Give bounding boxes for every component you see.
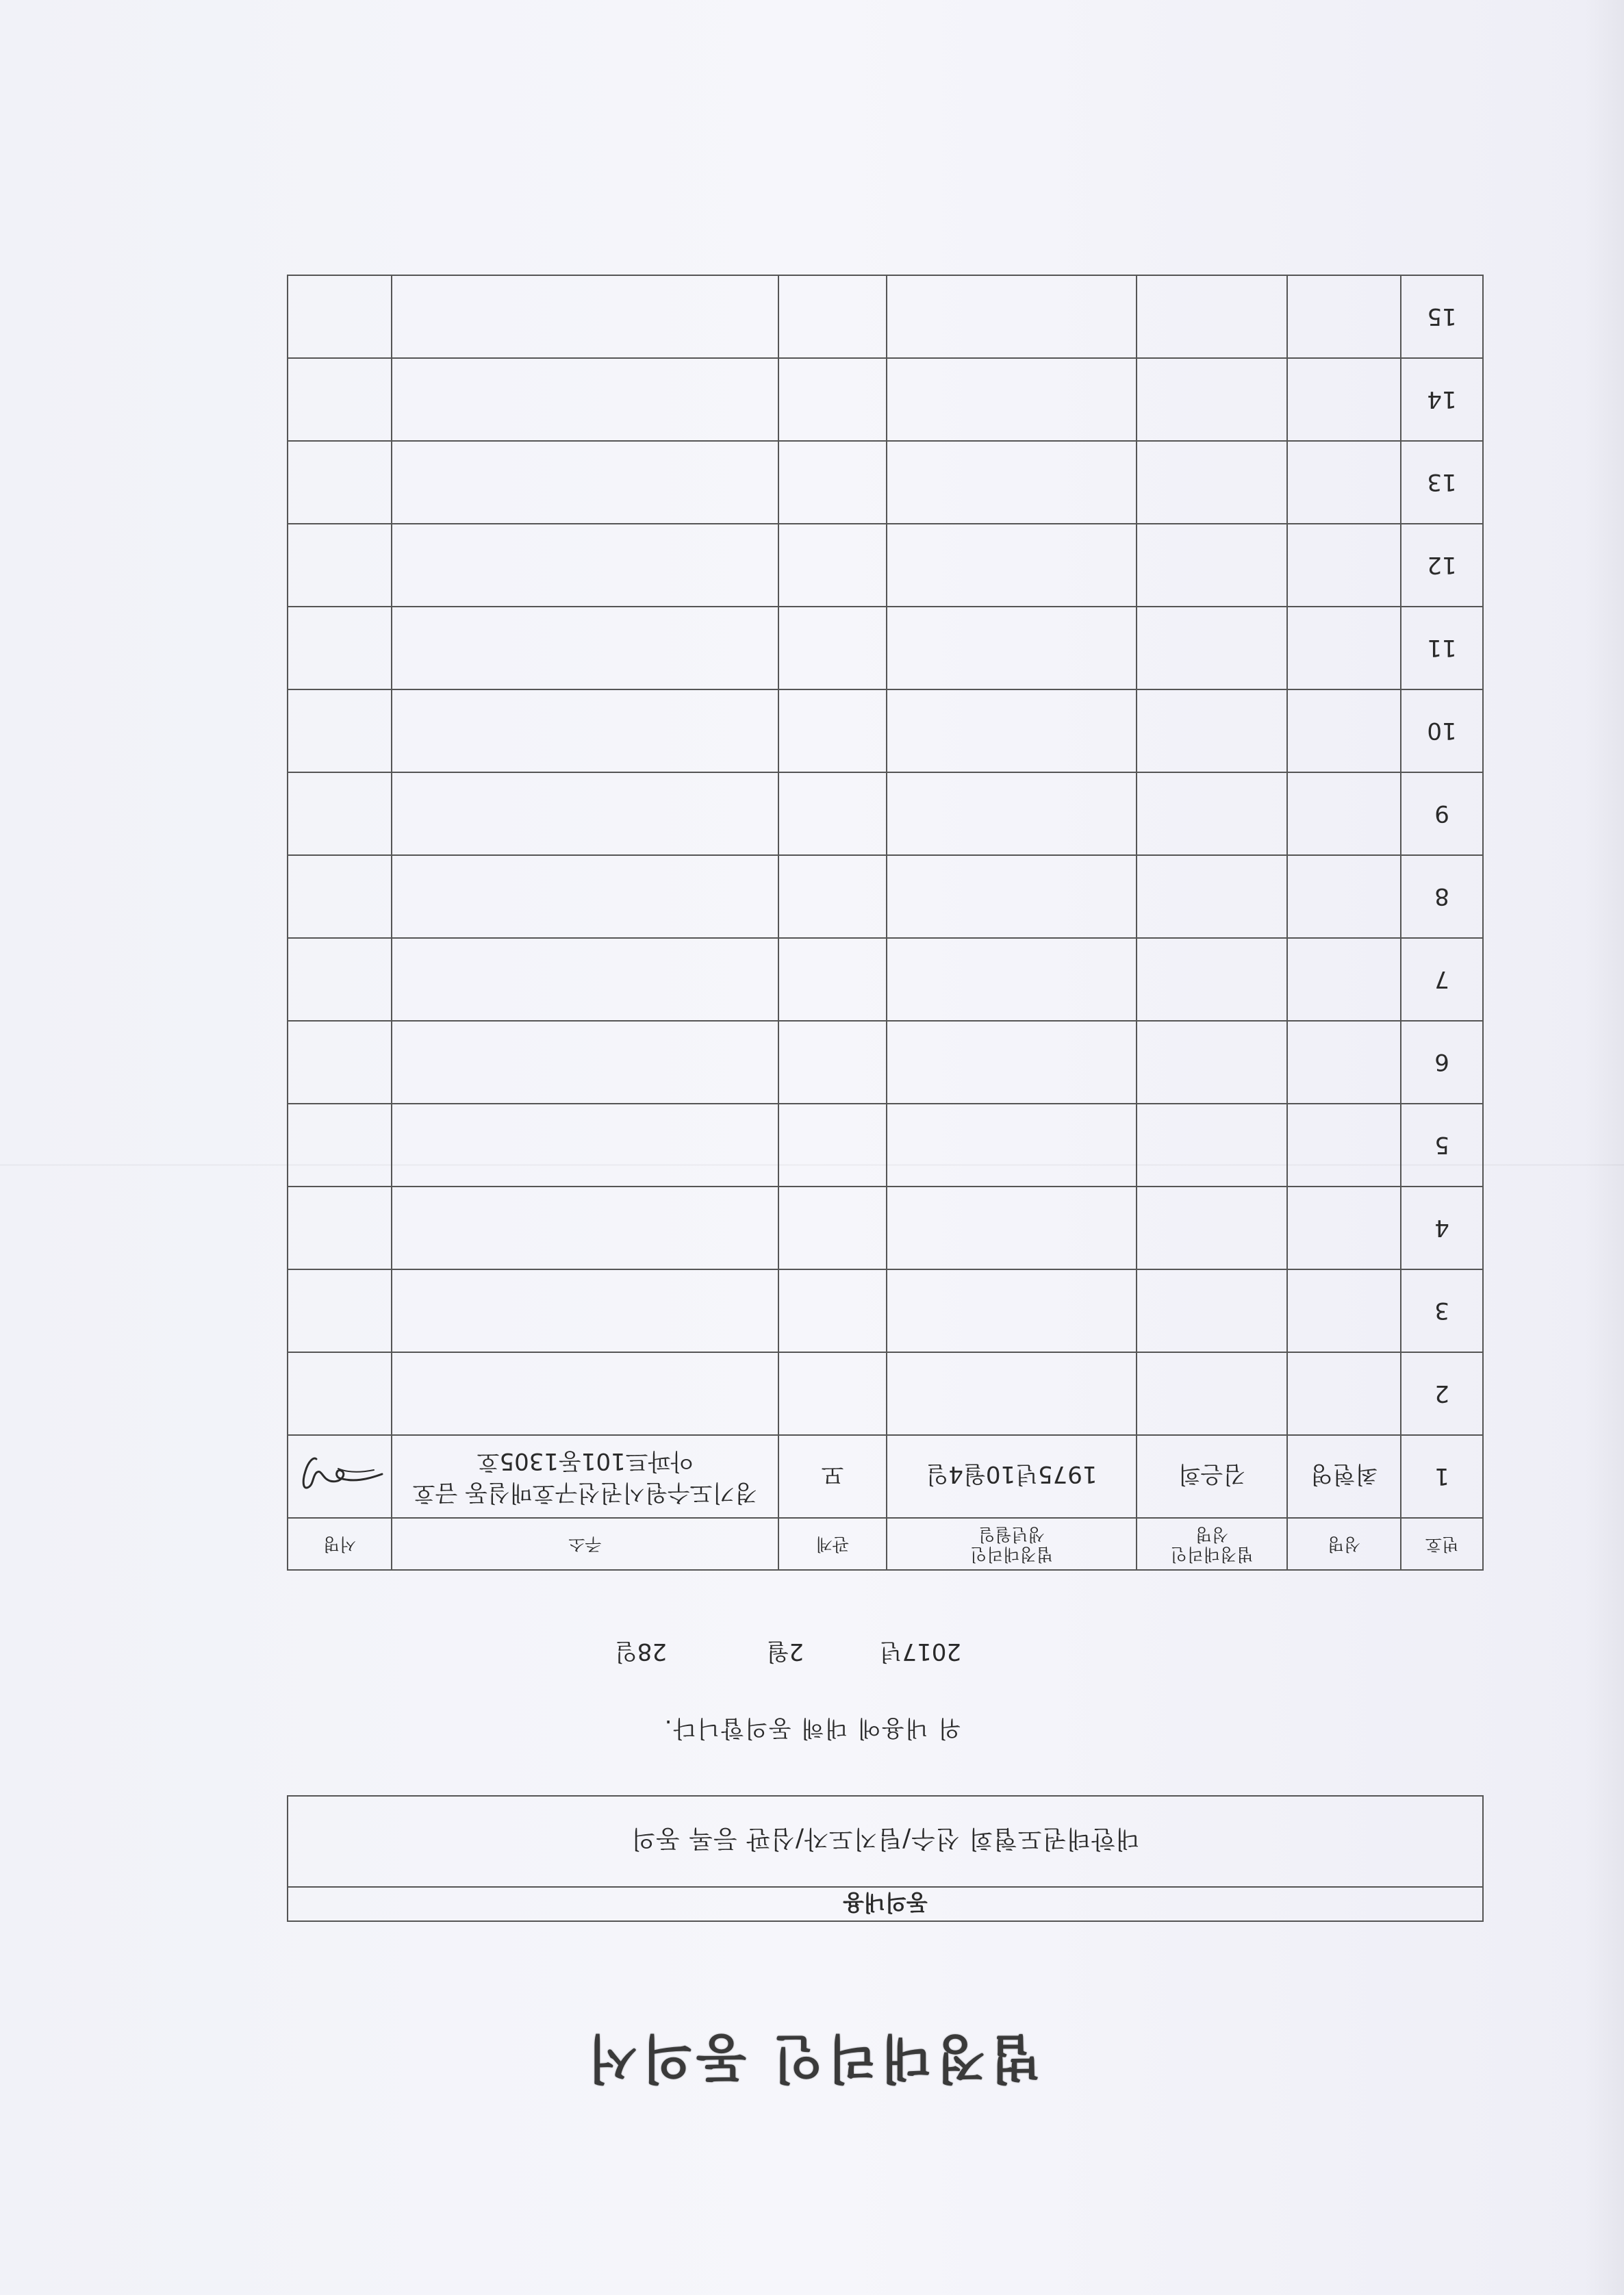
cell-guardian-name: 김은희	[1137, 1435, 1287, 1518]
cell-relation	[778, 1269, 887, 1352]
cell-relation	[778, 689, 887, 772]
guardian-table	[287, 275, 1484, 1571]
cell-guardian-birth	[887, 855, 1137, 938]
cell-signature	[288, 607, 392, 689]
table-row	[288, 1187, 1483, 1269]
cell-name	[1287, 358, 1401, 441]
cell-guardian-birth	[887, 441, 1137, 524]
cell-guardian-name	[1137, 772, 1287, 855]
cell-number: 5	[1401, 1104, 1483, 1187]
cell-relation	[778, 358, 887, 441]
cell-guardian-birth	[887, 772, 1137, 855]
cell-name	[1287, 524, 1401, 607]
table-header-row	[288, 1518, 1483, 1570]
table-row	[288, 1269, 1483, 1352]
table-row	[288, 1021, 1483, 1104]
cell-number: 13	[1401, 441, 1483, 524]
cell-signature	[288, 358, 392, 441]
cell-name	[1287, 855, 1401, 938]
cell-relation	[778, 524, 887, 607]
cell-number: 8	[1401, 855, 1483, 938]
table-row	[288, 275, 1483, 358]
cell-guardian-name	[1137, 275, 1287, 358]
cell-number: 6	[1401, 1021, 1483, 1104]
cell-guardian-birth	[887, 524, 1137, 607]
date-month: 2월	[766, 1638, 804, 1665]
cell-guardian-name	[1137, 358, 1287, 441]
cell-signature	[288, 772, 392, 855]
cell-address	[392, 607, 778, 689]
cell-address	[392, 855, 778, 938]
cell-name	[1287, 1104, 1401, 1187]
cell-name	[1287, 1352, 1401, 1435]
table-row	[288, 358, 1483, 441]
cell-guardian-name	[1137, 938, 1287, 1021]
cell-number: 11	[1401, 607, 1483, 689]
cell-guardian-name	[1137, 607, 1287, 689]
header-signature: 서명	[288, 1518, 392, 1570]
header-name: 성명	[1287, 1518, 1401, 1570]
cell-guardian-birth	[887, 1187, 1137, 1269]
cell-name	[1287, 441, 1401, 524]
header-guardian-birth-bottom: 생년월일	[978, 1525, 1045, 1545]
cell-address	[392, 1352, 778, 1435]
cell-address	[392, 1104, 778, 1187]
cell-name	[1287, 607, 1401, 689]
cell-number: 14	[1401, 358, 1483, 441]
cell-signature	[288, 689, 392, 772]
cell-signature	[288, 1435, 392, 1518]
cell-guardian-name	[1137, 441, 1287, 524]
cell-address	[392, 441, 778, 524]
cell-address	[392, 524, 778, 607]
consent-text: 대한태권도협회 선수/팀지도자/심판 등록 동의	[631, 1825, 1140, 1853]
address-line-1: 경기도수원시권선구호매실동 금호	[412, 1479, 758, 1507]
cell-relation	[778, 1352, 887, 1435]
header-guardian-name	[1137, 1518, 1287, 1570]
date-year: 2017년	[879, 1638, 961, 1665]
table-row	[288, 855, 1483, 938]
cell-address	[392, 358, 778, 441]
cell-number: 12	[1401, 524, 1483, 607]
cell-address	[392, 275, 778, 358]
cell-name	[1287, 772, 1401, 855]
header-number: 번호	[1401, 1518, 1483, 1570]
table-row	[288, 607, 1483, 689]
cell-guardian-birth	[887, 938, 1137, 1021]
cell-guardian-birth	[887, 607, 1137, 689]
cell-guardian-name	[1137, 1021, 1287, 1104]
consent-content-box	[287, 1795, 1484, 1922]
cell-name	[1287, 1187, 1401, 1269]
cell-signature	[288, 1269, 392, 1352]
cell-number: 1	[1401, 1435, 1483, 1518]
cell-guardian-birth: 1975년10월4일	[887, 1435, 1137, 1518]
cell-relation	[778, 607, 887, 689]
cell-guardian-birth	[887, 358, 1137, 441]
cell-relation	[778, 441, 887, 524]
cell-guardian-name	[1137, 689, 1287, 772]
table-row	[288, 1104, 1483, 1187]
cell-name	[1287, 689, 1401, 772]
date-day: 28일	[614, 1638, 667, 1665]
consent-header: 동의내용	[288, 1886, 1482, 1920]
cell-name	[1287, 1269, 1401, 1352]
cell-address	[392, 772, 778, 855]
cell-signature	[288, 1352, 392, 1435]
table-row	[288, 524, 1483, 607]
cell-signature	[288, 524, 392, 607]
cell-relation	[778, 1104, 887, 1187]
cell-guardian-name	[1137, 524, 1287, 607]
agreement-statement: 위 내용에 대해 동의합니다.	[663, 1714, 961, 1742]
header-guardian-name-bottom: 성명	[1195, 1525, 1229, 1545]
cell-signature	[288, 275, 392, 358]
cell-signature	[288, 1187, 392, 1269]
cell-number: 2	[1401, 1352, 1483, 1435]
cell-relation	[778, 275, 887, 358]
cell-address	[392, 689, 778, 772]
cell-signature	[288, 1021, 392, 1104]
cell-name	[1287, 1021, 1401, 1104]
header-relation: 관계	[778, 1518, 887, 1570]
header-address: 주소	[392, 1518, 778, 1570]
table-row	[288, 441, 1483, 524]
cell-relation	[778, 938, 887, 1021]
cell-relation	[778, 855, 887, 938]
cell-guardian-name	[1137, 855, 1287, 938]
consent-date	[615, 1637, 961, 1671]
cell-guardian-birth	[887, 1352, 1137, 1435]
cell-relation	[778, 1187, 887, 1269]
cell-guardian-name	[1137, 1187, 1287, 1269]
header-guardian-birth	[887, 1518, 1137, 1570]
document-title: 법정대리인 동의서	[583, 2028, 1041, 2089]
cell-address	[392, 1187, 778, 1269]
cell-guardian-birth	[887, 275, 1137, 358]
cell-number: 10	[1401, 689, 1483, 772]
cell-number: 4	[1401, 1187, 1483, 1269]
cell-guardian-birth	[887, 1269, 1137, 1352]
cell-address	[392, 1269, 778, 1352]
cell-relation	[778, 772, 887, 855]
header-guardian-name-top: 법정대리인	[1170, 1544, 1254, 1564]
cell-guardian-birth	[887, 1021, 1137, 1104]
cell-signature	[288, 1104, 392, 1187]
cell-signature	[288, 938, 392, 1021]
cell-signature	[288, 855, 392, 938]
cell-number: 15	[1401, 275, 1483, 358]
table-row	[288, 1352, 1483, 1435]
handwritten-signature	[292, 1446, 388, 1508]
cell-guardian-birth	[887, 1104, 1137, 1187]
cell-name: 최현영	[1287, 1435, 1401, 1518]
cell-number: 7	[1401, 938, 1483, 1021]
address-line-2: 아파트101동1305호	[477, 1447, 694, 1475]
cell-number: 9	[1401, 772, 1483, 855]
cell-name	[1287, 938, 1401, 1021]
cell-relation: 모	[778, 1435, 887, 1518]
cell-address	[392, 938, 778, 1021]
cell-guardian-name	[1137, 1104, 1287, 1187]
cell-name	[1287, 275, 1401, 358]
cell-number: 3	[1401, 1269, 1483, 1352]
cell-address	[392, 1021, 778, 1104]
table-row	[288, 938, 1483, 1021]
cell-guardian-name	[1137, 1269, 1287, 1352]
cell-address	[392, 1435, 778, 1518]
table-row	[288, 1435, 1483, 1518]
cell-guardian-birth	[887, 689, 1137, 772]
table-row	[288, 689, 1483, 772]
cell-relation	[778, 1021, 887, 1104]
header-guardian-birth-top: 법정대리인	[970, 1544, 1053, 1564]
cell-signature	[288, 441, 392, 524]
cell-guardian-name	[1137, 1352, 1287, 1435]
table-row	[288, 772, 1483, 855]
